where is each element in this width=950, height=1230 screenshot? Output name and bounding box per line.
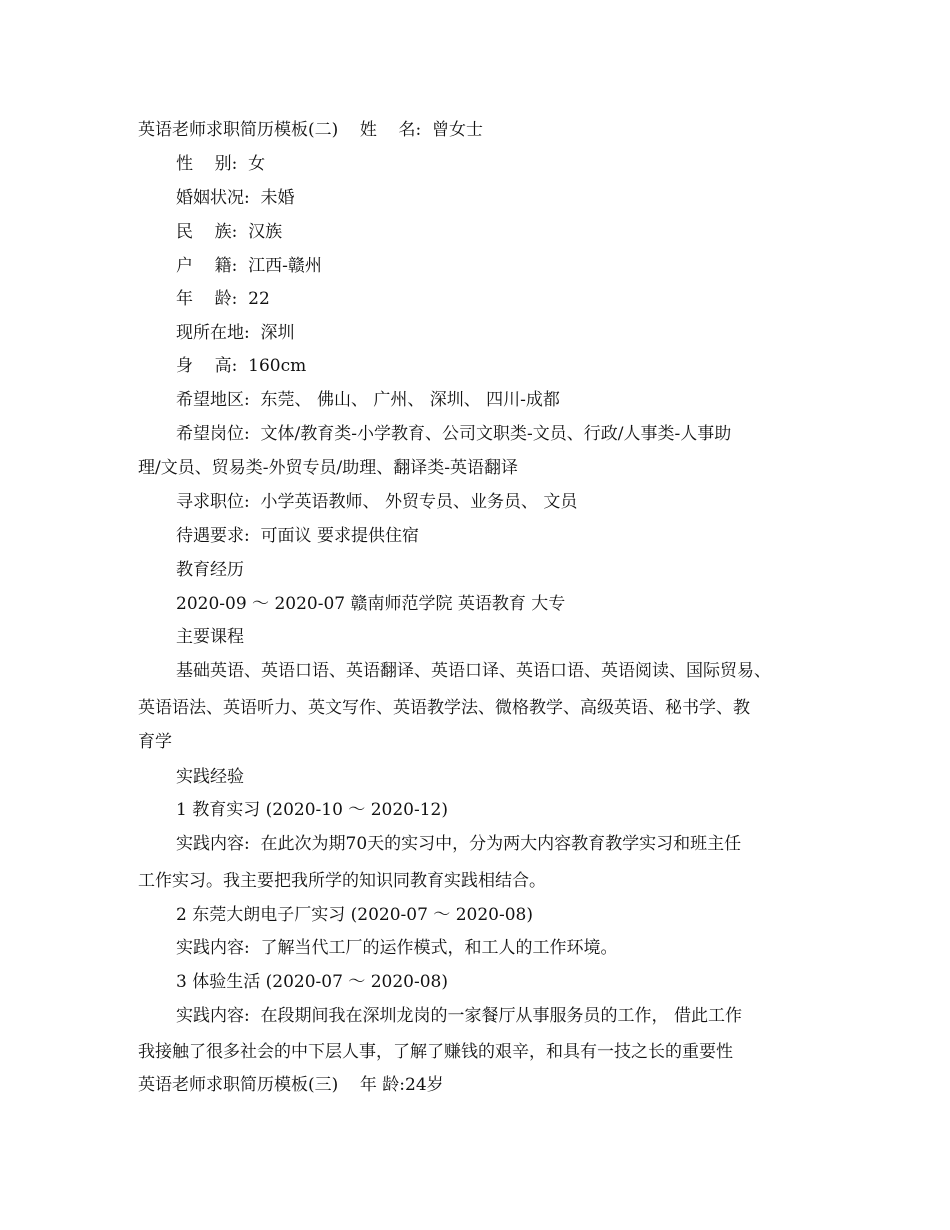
ethnicity-line: 民 族: 汉族 bbox=[176, 222, 283, 242]
marital-status-line: 婚姻状况: 未婚 bbox=[176, 188, 295, 208]
gender-line: 性 别: 女 bbox=[176, 154, 266, 174]
age-line: 年 龄: 22 bbox=[176, 289, 270, 309]
practice-heading: 实践经验 bbox=[176, 767, 244, 787]
desired-region-line: 希望地区: 东莞、 佛山、 广州、 深圳、 四川-成都 bbox=[176, 390, 560, 410]
practice-2-content: 实践内容: 了解当代工厂的运作模式，和工人的工作环境。 bbox=[176, 938, 618, 958]
practice-2-title: 2 东莞大朗电子厂实习 (2020-07 ～ 2020-08) bbox=[176, 905, 533, 925]
practice-3-content-cont: 我接触了很多社会的中下层人事，了解了赚钱的艰辛，和具有一技之长的重要性 bbox=[138, 1042, 733, 1062]
desired-position-line-cont: 理/文员、贸易类-外贸专员/助理、翻译类-英语翻译 bbox=[138, 458, 518, 478]
current-location-line: 现所在地: 深圳 bbox=[176, 323, 295, 343]
resume-template-3-title: 英语老师求职简历模板(三) 年 龄:24岁 bbox=[138, 1075, 444, 1095]
practice-1-title: 1 教育实习 (2020-10 ～ 2020-12) bbox=[176, 800, 448, 820]
height-line: 身 高: 160cm bbox=[176, 356, 307, 376]
courses-heading: 主要课程 bbox=[176, 627, 244, 647]
practice-3-title: 3 体验生活 (2020-07 ～ 2020-08) bbox=[176, 972, 448, 992]
resume-title-name-line: 英语老师求职简历模板(二) 姓 名: 曾女士 bbox=[138, 120, 484, 140]
education-entry: 2020-09 ～ 2020-07 赣南师范学院 英语教育 大专 bbox=[176, 594, 566, 614]
practice-1-content: 实践内容: 在此次为期70天的实习中，分为两大内容教育教学实习和班主任 bbox=[176, 834, 742, 854]
hometown-line: 户 籍: 江西-赣州 bbox=[176, 256, 322, 276]
practice-3-content: 实践内容: 在段期间我在深圳龙岗的一家餐厅从事服务员的工作， 借此工作 bbox=[176, 1006, 742, 1026]
courses-line-1: 基础英语、英语口语、英语翻译、英语口译、英语口语、英语阅读、国际贸易、 bbox=[176, 661, 771, 681]
education-heading: 教育经历 bbox=[176, 560, 244, 580]
seeking-position-line: 寻求职位: 小学英语教师、 外贸专员、业务员、 文员 bbox=[176, 492, 578, 512]
salary-requirement-line: 待遇要求: 可面议 要求提供住宿 bbox=[176, 526, 419, 546]
courses-line-2: 英语语法、英语听力、英文写作、英语教学法、微格教学、高级英语、秘书学、教 bbox=[138, 698, 750, 718]
desired-position-line: 希望岗位: 文体/教育类-小学教育、公司文职类-文员、行政/人事类-人事助 bbox=[176, 424, 732, 444]
courses-line-3: 育学 bbox=[138, 732, 172, 752]
practice-1-content-cont: 工作实习。我主要把我所学的知识同教育实践相结合。 bbox=[138, 871, 546, 891]
